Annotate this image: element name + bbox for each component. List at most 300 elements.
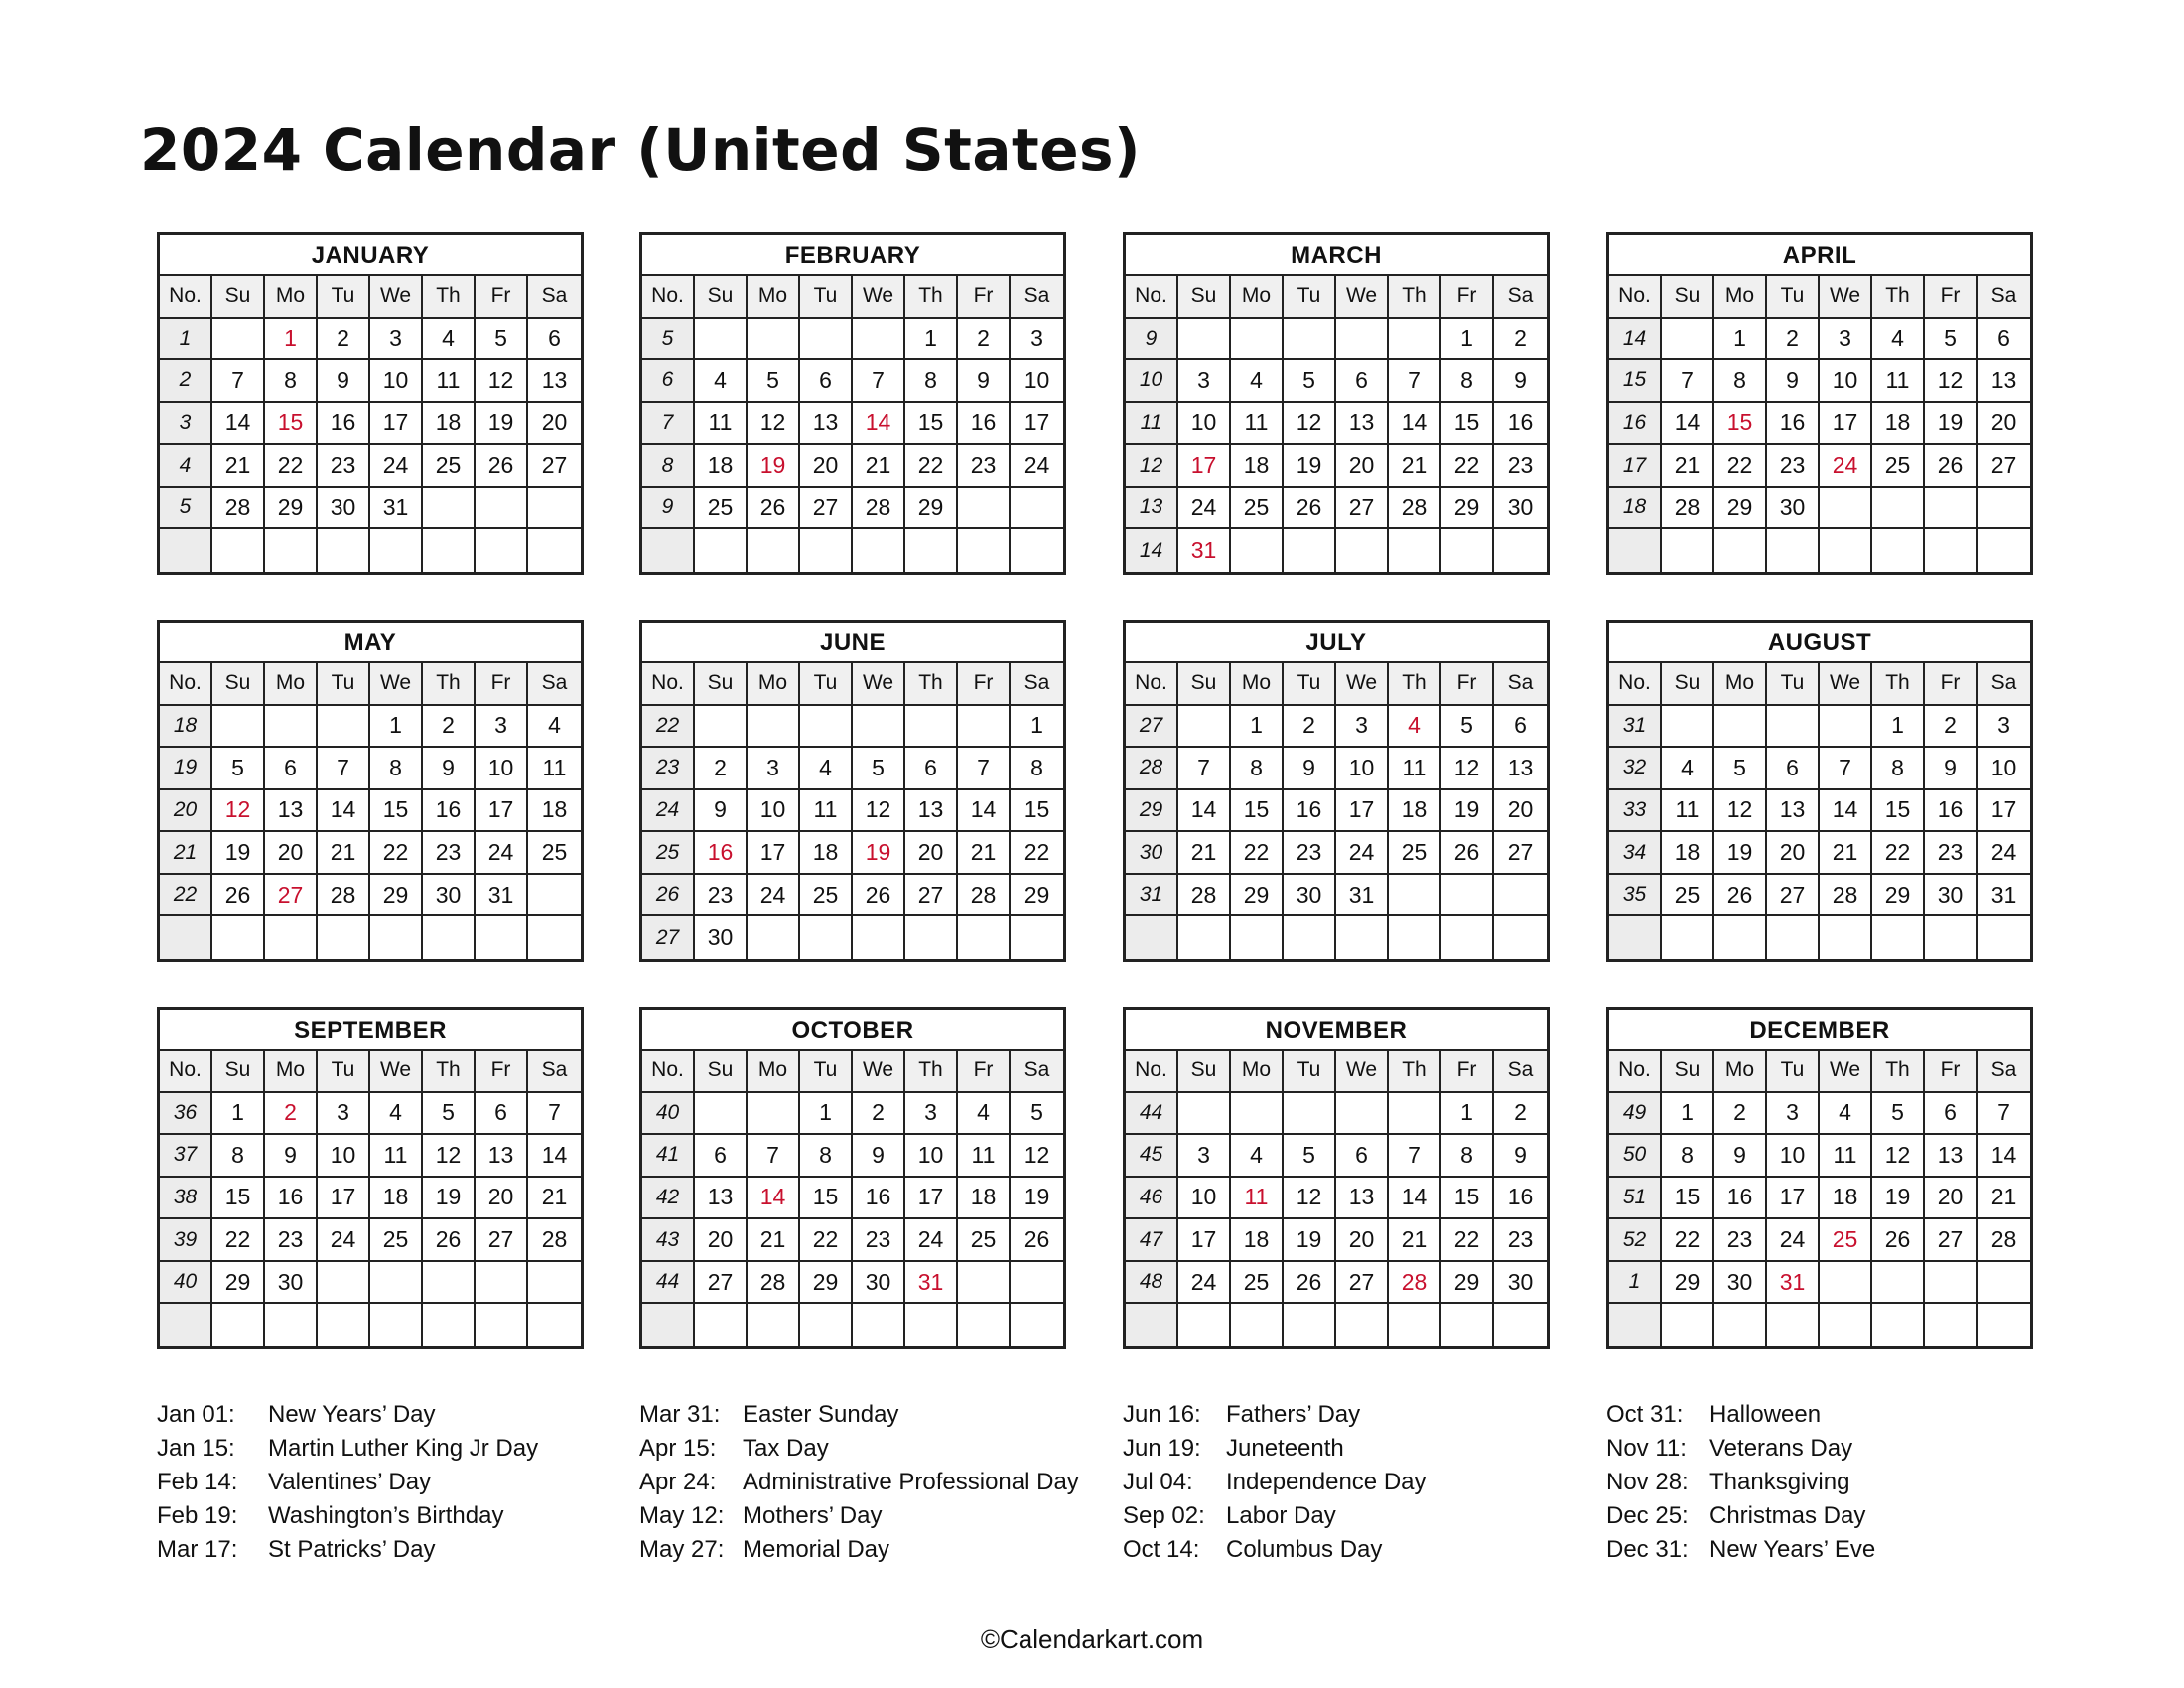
empty-day-cell bbox=[1872, 1262, 1925, 1305]
holiday-day-cell: 15 bbox=[265, 403, 318, 446]
empty-day-cell bbox=[1284, 319, 1336, 361]
empty-day-cell bbox=[905, 1304, 958, 1346]
empty-day-cell bbox=[212, 916, 265, 959]
week-number: 41 bbox=[642, 1135, 695, 1178]
holiday-day-cell: 16 bbox=[695, 832, 748, 875]
empty-day-cell bbox=[800, 916, 853, 959]
week-number: 40 bbox=[642, 1093, 695, 1136]
day-cell: 29 bbox=[265, 488, 318, 530]
day-cell: 9 bbox=[1494, 360, 1547, 403]
weekday-header: Mo bbox=[265, 663, 318, 706]
holiday-name: Juneteenth bbox=[1226, 1435, 1344, 1462]
empty-day-cell bbox=[1284, 1093, 1336, 1136]
day-cell: 5 bbox=[1284, 1135, 1336, 1178]
day-cell: 2 bbox=[1925, 706, 1978, 749]
day-cell: 8 bbox=[1011, 748, 1063, 790]
day-cell: 14 bbox=[1978, 1135, 2030, 1178]
week-number: 42 bbox=[642, 1178, 695, 1220]
week-number-header: No. bbox=[1609, 1051, 1662, 1093]
week-number-header: No. bbox=[642, 276, 695, 319]
week-number: 7 bbox=[642, 403, 695, 446]
day-cell: 2 bbox=[1767, 319, 1820, 361]
day-cell: 9 bbox=[423, 748, 476, 790]
empty-day-cell bbox=[528, 529, 581, 572]
week-number: 25 bbox=[642, 832, 695, 875]
holiday-column bbox=[1123, 1398, 1427, 1567]
day-cell: 25 bbox=[1872, 445, 1925, 488]
weekday-header: Sa bbox=[1978, 1051, 2030, 1093]
day-cell: 19 bbox=[1925, 403, 1978, 446]
weekday-header: Sa bbox=[528, 663, 581, 706]
empty-day-cell bbox=[423, 1304, 476, 1346]
weekday-header: Su bbox=[1662, 1051, 1714, 1093]
weekday-header: Fr bbox=[958, 276, 1011, 319]
weekday-header: We bbox=[370, 663, 423, 706]
week-number: 22 bbox=[160, 875, 212, 917]
day-cell: 16 bbox=[1494, 403, 1547, 446]
weekday-header: Th bbox=[1389, 1051, 1441, 1093]
day-cell: 21 bbox=[1389, 1219, 1441, 1262]
day-cell: 27 bbox=[1925, 1219, 1978, 1262]
weekday-header: Tu bbox=[1767, 276, 1820, 319]
week-number-header: No. bbox=[642, 1051, 695, 1093]
day-cell: 20 bbox=[695, 1219, 748, 1262]
day-cell: 9 bbox=[1714, 1135, 1767, 1178]
holiday-name: Independence Day bbox=[1226, 1469, 1427, 1495]
holiday-date: Dec 31: bbox=[1606, 1536, 1689, 1563]
empty-day-cell bbox=[1389, 916, 1441, 959]
empty-day-cell bbox=[265, 706, 318, 749]
day-cell: 18 bbox=[1820, 1178, 1872, 1220]
day-cell: 27 bbox=[476, 1219, 528, 1262]
weekday-header: Sa bbox=[1011, 1051, 1063, 1093]
day-cell: 29 bbox=[1011, 875, 1063, 917]
day-cell: 26 bbox=[1925, 445, 1978, 488]
day-cell: 1 bbox=[1441, 319, 1494, 361]
empty-day-cell bbox=[1872, 488, 1925, 530]
month-name: JANUARY bbox=[160, 235, 581, 276]
day-cell: 22 bbox=[370, 832, 423, 875]
day-cell: 6 bbox=[265, 748, 318, 790]
day-cell: 12 bbox=[1441, 748, 1494, 790]
empty-day-cell bbox=[1662, 319, 1714, 361]
empty-day-cell bbox=[1714, 916, 1767, 959]
day-cell: 11 bbox=[528, 748, 581, 790]
day-cell: 18 bbox=[800, 832, 853, 875]
empty-day-cell bbox=[1494, 529, 1547, 572]
week-number: 29 bbox=[1126, 790, 1178, 833]
day-cell: 20 bbox=[1336, 445, 1389, 488]
empty-day-cell bbox=[1662, 916, 1714, 959]
holiday-item bbox=[1123, 1499, 1427, 1533]
day-cell: 11 bbox=[1389, 748, 1441, 790]
empty-day-cell bbox=[370, 1262, 423, 1305]
day-cell: 8 bbox=[1441, 1135, 1494, 1178]
holiday-item bbox=[639, 1533, 1079, 1567]
empty-day-cell bbox=[1820, 529, 1872, 572]
empty-day-cell bbox=[423, 488, 476, 530]
day-cell: 15 bbox=[1662, 1178, 1714, 1220]
month-august bbox=[1606, 620, 2033, 962]
day-cell: 7 bbox=[1389, 1135, 1441, 1178]
week-number: 8 bbox=[642, 445, 695, 488]
day-cell: 27 bbox=[1336, 1262, 1389, 1305]
empty-day-cell bbox=[1178, 1093, 1231, 1136]
day-cell: 10 bbox=[1178, 1178, 1231, 1220]
holiday-name: Fathers’ Day bbox=[1226, 1401, 1361, 1428]
empty-day-cell bbox=[1872, 529, 1925, 572]
week-number: 10 bbox=[1126, 360, 1178, 403]
month-grid bbox=[1609, 276, 2030, 572]
week-number-header: No. bbox=[160, 663, 212, 706]
holiday-date: Nov 11: bbox=[1606, 1435, 1687, 1462]
day-cell: 5 bbox=[423, 1093, 476, 1136]
day-cell: 22 bbox=[1011, 832, 1063, 875]
empty-day-cell bbox=[1925, 529, 1978, 572]
day-cell: 22 bbox=[1231, 832, 1284, 875]
weekday-header: Tu bbox=[1284, 1051, 1336, 1093]
day-cell: 20 bbox=[1336, 1219, 1389, 1262]
holiday-item bbox=[639, 1466, 1079, 1499]
day-cell: 11 bbox=[1820, 1135, 1872, 1178]
holiday-day-cell: 27 bbox=[265, 875, 318, 917]
empty-day-cell bbox=[1820, 1304, 1872, 1346]
empty-day-cell bbox=[212, 529, 265, 572]
empty-day-cell bbox=[318, 706, 370, 749]
weekday-header: We bbox=[1820, 1051, 1872, 1093]
week-number: 13 bbox=[1126, 488, 1178, 530]
week-number: 47 bbox=[1126, 1219, 1178, 1262]
holiday-name: Labor Day bbox=[1226, 1502, 1336, 1529]
holiday-day-cell: 31 bbox=[1767, 1262, 1820, 1305]
day-cell: 26 bbox=[1872, 1219, 1925, 1262]
week-number: 51 bbox=[1609, 1178, 1662, 1220]
empty-day-cell bbox=[1820, 488, 1872, 530]
week-number: 22 bbox=[642, 706, 695, 749]
week-number bbox=[642, 1304, 695, 1346]
weekday-header: We bbox=[1820, 276, 1872, 319]
empty-day-cell bbox=[528, 875, 581, 917]
day-cell: 3 bbox=[1336, 706, 1389, 749]
empty-day-cell bbox=[1925, 916, 1978, 959]
weekday-header: Fr bbox=[476, 1051, 528, 1093]
day-cell: 16 bbox=[423, 790, 476, 833]
holiday-item bbox=[157, 1499, 538, 1533]
week-number bbox=[1609, 916, 1662, 959]
weekday-header: Mo bbox=[1231, 1051, 1284, 1093]
day-cell: 5 bbox=[853, 748, 905, 790]
weekday-header: Fr bbox=[1925, 276, 1978, 319]
week-number: 36 bbox=[160, 1093, 212, 1136]
empty-day-cell bbox=[1494, 875, 1547, 917]
day-cell: 12 bbox=[1872, 1135, 1925, 1178]
weekday-header: We bbox=[853, 1051, 905, 1093]
day-cell: 14 bbox=[1820, 790, 1872, 833]
week-number: 26 bbox=[642, 875, 695, 917]
day-cell: 21 bbox=[748, 1219, 800, 1262]
empty-day-cell bbox=[370, 1304, 423, 1346]
month-september bbox=[157, 1007, 584, 1349]
weekday-header: Fr bbox=[476, 276, 528, 319]
week-number: 48 bbox=[1126, 1262, 1178, 1305]
day-cell: 11 bbox=[800, 790, 853, 833]
day-cell: 31 bbox=[1336, 875, 1389, 917]
day-cell: 5 bbox=[1441, 706, 1494, 749]
day-cell: 4 bbox=[1872, 319, 1925, 361]
week-number: 14 bbox=[1126, 529, 1178, 572]
day-cell: 2 bbox=[853, 1093, 905, 1136]
week-number: 12 bbox=[1126, 445, 1178, 488]
day-cell: 11 bbox=[1872, 360, 1925, 403]
holiday-item bbox=[1606, 1499, 1875, 1533]
empty-day-cell bbox=[1978, 1304, 2030, 1346]
empty-day-cell bbox=[1820, 706, 1872, 749]
weekday-header: Su bbox=[695, 1051, 748, 1093]
day-cell: 5 bbox=[1714, 748, 1767, 790]
day-cell: 16 bbox=[318, 403, 370, 446]
day-cell: 13 bbox=[1767, 790, 1820, 833]
day-cell: 17 bbox=[1820, 403, 1872, 446]
day-cell: 3 bbox=[1767, 1093, 1820, 1136]
week-number: 14 bbox=[1609, 319, 1662, 361]
weekday-header: Fr bbox=[958, 663, 1011, 706]
holiday-date: Feb 14: bbox=[157, 1469, 238, 1495]
holiday-day-cell: 24 bbox=[1820, 445, 1872, 488]
weekday-header: Mo bbox=[748, 276, 800, 319]
day-cell: 30 bbox=[1284, 875, 1336, 917]
holiday-name: Columbus Day bbox=[1226, 1536, 1383, 1563]
day-cell: 18 bbox=[423, 403, 476, 446]
holiday-name: Easter Sunday bbox=[743, 1401, 899, 1428]
day-cell: 23 bbox=[1925, 832, 1978, 875]
holiday-day-cell: 31 bbox=[905, 1262, 958, 1305]
day-cell: 10 bbox=[748, 790, 800, 833]
day-cell: 13 bbox=[1336, 1178, 1389, 1220]
empty-day-cell bbox=[958, 488, 1011, 530]
weekday-header: Tu bbox=[318, 1051, 370, 1093]
day-cell: 14 bbox=[1389, 403, 1441, 446]
day-cell: 12 bbox=[1011, 1135, 1063, 1178]
day-cell: 26 bbox=[212, 875, 265, 917]
week-number: 34 bbox=[1609, 832, 1662, 875]
day-cell: 11 bbox=[1231, 403, 1284, 446]
day-cell: 25 bbox=[423, 445, 476, 488]
day-cell: 28 bbox=[212, 488, 265, 530]
day-cell: 25 bbox=[1231, 488, 1284, 530]
day-cell: 9 bbox=[1767, 360, 1820, 403]
day-cell: 7 bbox=[1978, 1093, 2030, 1136]
day-cell: 10 bbox=[370, 360, 423, 403]
week-number: 20 bbox=[160, 790, 212, 833]
day-cell: 5 bbox=[748, 360, 800, 403]
day-cell: 24 bbox=[370, 445, 423, 488]
month-grid bbox=[1126, 663, 1547, 959]
day-cell: 21 bbox=[1978, 1178, 2030, 1220]
empty-day-cell bbox=[1389, 1093, 1441, 1136]
day-cell: 9 bbox=[318, 360, 370, 403]
week-number bbox=[1126, 916, 1178, 959]
day-cell: 21 bbox=[853, 445, 905, 488]
day-cell: 24 bbox=[905, 1219, 958, 1262]
day-cell: 18 bbox=[958, 1178, 1011, 1220]
weekday-header: We bbox=[370, 1051, 423, 1093]
day-cell: 8 bbox=[800, 1135, 853, 1178]
holiday-day-cell: 4 bbox=[1389, 706, 1441, 749]
month-january bbox=[157, 232, 584, 575]
week-number: 9 bbox=[642, 488, 695, 530]
day-cell: 23 bbox=[695, 875, 748, 917]
week-number: 27 bbox=[1126, 706, 1178, 749]
day-cell: 21 bbox=[958, 832, 1011, 875]
day-cell: 14 bbox=[1389, 1178, 1441, 1220]
day-cell: 1 bbox=[1662, 1093, 1714, 1136]
empty-day-cell bbox=[1336, 529, 1389, 572]
week-number-header: No. bbox=[1609, 663, 1662, 706]
day-cell: 24 bbox=[1178, 488, 1231, 530]
empty-day-cell bbox=[476, 916, 528, 959]
empty-day-cell bbox=[423, 1262, 476, 1305]
week-number: 15 bbox=[1609, 360, 1662, 403]
weekday-header: Su bbox=[1178, 663, 1231, 706]
week-number: 11 bbox=[1126, 403, 1178, 446]
holiday-item bbox=[157, 1533, 538, 1567]
weekday-header: Th bbox=[423, 276, 476, 319]
empty-day-cell bbox=[1231, 319, 1284, 361]
week-number bbox=[160, 1304, 212, 1346]
day-cell: 14 bbox=[1662, 403, 1714, 446]
month-february bbox=[639, 232, 1066, 575]
day-cell: 16 bbox=[853, 1178, 905, 1220]
holiday-item bbox=[1123, 1398, 1427, 1432]
week-number-header: No. bbox=[1126, 1051, 1178, 1093]
empty-day-cell bbox=[1336, 916, 1389, 959]
day-cell: 13 bbox=[1494, 748, 1547, 790]
day-cell: 28 bbox=[1389, 488, 1441, 530]
day-cell: 10 bbox=[1011, 360, 1063, 403]
holiday-item bbox=[1123, 1533, 1427, 1567]
day-cell: 18 bbox=[1872, 403, 1925, 446]
day-cell: 21 bbox=[1389, 445, 1441, 488]
day-cell: 3 bbox=[370, 319, 423, 361]
day-cell: 1 bbox=[800, 1093, 853, 1136]
week-number: 18 bbox=[1609, 488, 1662, 530]
day-cell: 17 bbox=[318, 1178, 370, 1220]
day-cell: 6 bbox=[905, 748, 958, 790]
day-cell: 4 bbox=[1231, 360, 1284, 403]
page-title: 2024 Calendar (United States) bbox=[140, 116, 1142, 184]
day-cell: 16 bbox=[1925, 790, 1978, 833]
weekday-header: Mo bbox=[748, 1051, 800, 1093]
day-cell: 29 bbox=[905, 488, 958, 530]
empty-day-cell bbox=[265, 916, 318, 959]
empty-day-cell bbox=[748, 706, 800, 749]
holiday-day-cell: 1 bbox=[265, 319, 318, 361]
empty-day-cell bbox=[1441, 875, 1494, 917]
day-cell: 12 bbox=[748, 403, 800, 446]
week-number-header: No. bbox=[1609, 276, 1662, 319]
day-cell: 11 bbox=[1662, 790, 1714, 833]
day-cell: 5 bbox=[1284, 360, 1336, 403]
day-cell: 19 bbox=[1441, 790, 1494, 833]
day-cell: 22 bbox=[212, 1219, 265, 1262]
empty-day-cell bbox=[1767, 706, 1820, 749]
day-cell: 9 bbox=[1284, 748, 1336, 790]
day-cell: 31 bbox=[476, 875, 528, 917]
empty-day-cell bbox=[370, 916, 423, 959]
day-cell: 16 bbox=[1494, 1178, 1547, 1220]
holiday-date: Jan 15: bbox=[157, 1435, 235, 1462]
week-number bbox=[1609, 1304, 1662, 1346]
week-number: 23 bbox=[642, 748, 695, 790]
month-april bbox=[1606, 232, 2033, 575]
empty-day-cell bbox=[695, 1304, 748, 1346]
day-cell: 18 bbox=[1231, 1219, 1284, 1262]
day-cell: 15 bbox=[370, 790, 423, 833]
day-cell: 13 bbox=[476, 1135, 528, 1178]
day-cell: 14 bbox=[212, 403, 265, 446]
day-cell: 20 bbox=[800, 445, 853, 488]
day-cell: 20 bbox=[528, 403, 581, 446]
weekday-header: Mo bbox=[265, 1051, 318, 1093]
day-cell: 14 bbox=[958, 790, 1011, 833]
holiday-item bbox=[639, 1432, 1079, 1466]
day-cell: 23 bbox=[1714, 1219, 1767, 1262]
day-cell: 17 bbox=[1978, 790, 2030, 833]
weekday-header: Sa bbox=[1011, 663, 1063, 706]
month-name: JUNE bbox=[642, 623, 1063, 663]
day-cell: 27 bbox=[1494, 832, 1547, 875]
day-cell: 27 bbox=[528, 445, 581, 488]
week-number: 31 bbox=[1126, 875, 1178, 917]
holiday-date: Oct 31: bbox=[1606, 1401, 1684, 1428]
holiday-day-cell: 14 bbox=[748, 1178, 800, 1220]
holiday-day-cell: 19 bbox=[748, 445, 800, 488]
weekday-header: Su bbox=[1178, 276, 1231, 319]
day-cell: 23 bbox=[318, 445, 370, 488]
month-july bbox=[1123, 620, 1550, 962]
week-number: 33 bbox=[1609, 790, 1662, 833]
empty-day-cell bbox=[370, 529, 423, 572]
day-cell: 28 bbox=[1978, 1219, 2030, 1262]
holiday-date: Feb 19: bbox=[157, 1502, 238, 1529]
day-cell: 6 bbox=[1336, 360, 1389, 403]
day-cell: 5 bbox=[1925, 319, 1978, 361]
day-cell: 7 bbox=[528, 1093, 581, 1136]
holiday-day-cell: 17 bbox=[1178, 445, 1231, 488]
day-cell: 29 bbox=[800, 1262, 853, 1305]
day-cell: 29 bbox=[1872, 875, 1925, 917]
weekday-header: Th bbox=[1872, 276, 1925, 319]
day-cell: 4 bbox=[423, 319, 476, 361]
empty-day-cell bbox=[1011, 488, 1063, 530]
week-number-header: No. bbox=[1126, 663, 1178, 706]
day-cell: 16 bbox=[1714, 1178, 1767, 1220]
day-cell: 28 bbox=[528, 1219, 581, 1262]
week-number: 27 bbox=[642, 916, 695, 959]
weekday-header: Tu bbox=[1767, 1051, 1820, 1093]
month-grid bbox=[160, 276, 581, 572]
day-cell: 20 bbox=[476, 1178, 528, 1220]
weekday-header: Fr bbox=[1441, 1051, 1494, 1093]
day-cell: 24 bbox=[1178, 1262, 1231, 1305]
day-cell: 23 bbox=[1284, 832, 1336, 875]
day-cell: 10 bbox=[476, 748, 528, 790]
day-cell: 24 bbox=[1336, 832, 1389, 875]
day-cell: 17 bbox=[1011, 403, 1063, 446]
holiday-column bbox=[1606, 1398, 1875, 1567]
day-cell: 27 bbox=[695, 1262, 748, 1305]
holiday-item bbox=[1123, 1466, 1427, 1499]
